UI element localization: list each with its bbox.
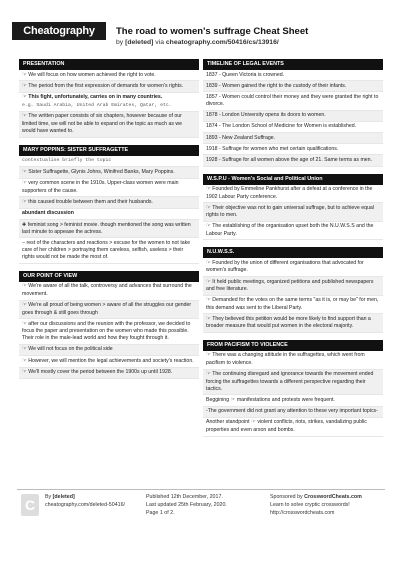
list-item: contextualise briefly the topic xyxy=(19,156,199,168)
pointing-hand-icon: ☞ xyxy=(206,186,211,193)
published-date: Published 12th December, 2017. xyxy=(146,494,223,500)
section-nuwss xyxy=(203,247,383,333)
updated-date: Last updated 25th February, 2020. xyxy=(146,501,227,508)
sponsor-text: Learn to solve cryptic crosswords! xyxy=(270,501,350,508)
footer-dates xyxy=(146,494,227,518)
list-item: ☞ There was a changing attitude in the suffragettes, which went from pacifism to violence. xyxy=(203,351,383,370)
pointing-hand-icon: ☞ xyxy=(206,259,211,266)
plus-icon: ✚ xyxy=(22,221,27,228)
section-wspu xyxy=(203,174,383,241)
list-item: ☞ This fight, unfortunately, carries on in many countries. e.g. Saudi Arabia, United Arab Emirates, Qatar, etc. xyxy=(19,93,199,112)
by-prefix: by xyxy=(116,39,124,46)
list-item: ☞ The continuing disregard and ignorance towards the movement ended forcing the suffragettes towards a different perspective regarding their tactics. xyxy=(203,370,383,396)
pointing-hand-icon: ☞ xyxy=(22,94,27,101)
pointing-hand-icon: ☞ xyxy=(22,113,27,120)
pointing-hand-icon: ☞ xyxy=(251,419,256,426)
footer-author-url[interactable]: cheatography.com/deleted-50416/ xyxy=(45,501,125,508)
footer-author-link[interactable]: [deleted] xyxy=(52,494,75,500)
sheet-url-link[interactable]: cheatography.com/50416/cs/13916/ xyxy=(165,39,279,46)
list-item: ☞ We'll mostly cover the period between the 1900s up until 1928. xyxy=(19,368,199,379)
pointing-hand-icon: ☞ xyxy=(206,204,211,211)
list-item: 1839 - Women gained the right to the custody of their infants. xyxy=(203,81,383,92)
pointing-hand-icon: ☞ xyxy=(22,168,27,175)
list-item: 1918 - Suffrage for women who met certain qualifications. xyxy=(203,144,383,155)
pointing-hand-icon: ☞ xyxy=(206,278,211,285)
cheatography-logo[interactable]: Cheatography xyxy=(12,22,106,40)
pointing-hand-icon: ☞ xyxy=(22,180,27,187)
sponsor-link[interactable]: CrosswordCheats.com xyxy=(304,494,362,500)
list-item: ☞ The written paper consists of six chapters, however because of our limited time, we will not be able to expand on the topic as much as we would have wanted to. xyxy=(19,112,199,138)
list-item: ☞ We will not focus on the political side xyxy=(19,345,199,356)
pointing-hand-icon: ☞ xyxy=(206,371,211,378)
pointing-hand-icon: ☞ xyxy=(230,396,236,403)
section-title: W.S.P.U - Women's Social and Political Union xyxy=(203,174,383,185)
list-item: ☞ We will focus on how women achieved the right to vote. xyxy=(19,70,199,81)
pointing-hand-icon: ☞ xyxy=(22,71,27,78)
section-timeline xyxy=(203,59,383,167)
list-item: − rest of the characters and reactions > excuse for the women to not take care of her children > portraying them careless, selfish, useless > their rights would not be made the most of. xyxy=(19,238,199,264)
footer-sponsor: Sponsored by CrosswordCheats.com Learn to solve cryptic crosswords! http://crosswordcheats.com xyxy=(270,494,362,516)
list-item: 1857 - Women could control their money and they were granted the right to divorce. xyxy=(203,92,383,110)
list-item: ☞ this caused trouble between them and their husbands. xyxy=(19,197,199,208)
list-item: ☞ The period from the first expression of demands for women's rights. xyxy=(19,81,199,92)
section-title: N.U.W.S.S. xyxy=(203,247,383,258)
list-item: 1928 - Suffrage for all women above the age of 21. Same terms as men. xyxy=(203,155,383,166)
sponsor-url[interactable]: http://crosswordcheats.com xyxy=(270,509,335,516)
left-column xyxy=(19,59,199,386)
byline xyxy=(116,38,279,47)
pointing-hand-icon: ☞ xyxy=(206,352,211,359)
list-item: 1893 - New Zealand Suffrage. xyxy=(203,133,383,144)
footer-author: By [deleted] cheatography.com/deleted-50416/ xyxy=(45,494,125,508)
pointing-hand-icon: ☞ xyxy=(22,283,27,290)
pointing-hand-icon: ☞ xyxy=(22,302,27,309)
list-item: abundant discussion xyxy=(19,209,199,220)
section-point-of-view xyxy=(19,271,199,379)
pointing-hand-icon: ☞ xyxy=(22,320,27,327)
list-item: ☞ We're all proud of being women > aware of all the struggles our gender goes through & still goes through xyxy=(19,301,199,320)
list-item: ✚ feminist song > feminist movie. though mentioned the song was written last minute to appease the actress. xyxy=(19,220,199,238)
pointing-hand-icon: ☞ xyxy=(206,223,211,230)
list-item: ☞ It held public meetings, organized petitions and published newspapers and free literature. xyxy=(203,277,383,296)
list-item: ☞ Their objective was not to gain universal suffrage, but to achieve equal rights to men. xyxy=(203,203,383,222)
list-item: ☞ Founded by the union of different organisations that advocated for women's suffrage. xyxy=(203,258,383,277)
section-presentation xyxy=(19,59,199,138)
list-item: ☞ However, we will mention the legal achievements and society's reaction. xyxy=(19,356,199,367)
section-pacifism-violence xyxy=(203,340,383,437)
cheatography-c-logo-icon: C xyxy=(21,494,39,516)
list-item: ☞ Founded by Emmeline Pankhurst after a defeat at a conference in the 1902 Labour Party conference. xyxy=(203,185,383,204)
pointing-hand-icon: ☞ xyxy=(22,82,27,89)
pointing-hand-icon: ☞ xyxy=(22,357,27,364)
section-title: MARY POPPINS: SISTER SUFFRAGETTE xyxy=(19,145,199,156)
section-title: FROM PACIFISM TO VIOLENCE xyxy=(203,340,383,351)
page-number: Page 1 of 2. xyxy=(146,509,175,516)
right-column xyxy=(203,59,383,444)
list-item: -The government did not grant any attention to these very important topics- xyxy=(203,407,383,418)
list-item: 1837 - Queen Victoria is crowned. xyxy=(203,70,383,81)
section-title: PRESENTATION xyxy=(19,59,199,70)
list-item: ☞ Sister Suffragette, Glynis Johns, Winifred Banks, Mary Poppins. xyxy=(19,167,199,178)
via-prefix: via xyxy=(155,39,164,46)
pointing-hand-icon: ☞ xyxy=(206,297,211,304)
section-title: OUR POINT OF VIEW xyxy=(19,271,199,282)
list-item: 1878 - London University opens its doors to women. xyxy=(203,111,383,122)
list-item: ☞ They believed this petition would be more likely to find support than a broader measure that would put women in the electoral majority. xyxy=(203,314,383,333)
list-item: ☞ after our discussions and the reunion with the professor, we decided to focus the paper and presentation on the women who made this possible. Their role in the male-lead world and how they fought through it. xyxy=(19,319,199,345)
list-item: ☞ very common scene in the 1910s. Upper-class women were main supporters of the cause. xyxy=(19,179,199,198)
author-link[interactable]: [deleted] xyxy=(125,39,154,46)
pointing-hand-icon: ☞ xyxy=(22,346,27,353)
list-item: ☞ The establishing of the organisation upset both the N.U.W.S.S and the Labour Party. xyxy=(203,222,383,241)
list-item: Beggining ☞ manifestations and protests were frequent. xyxy=(203,395,383,406)
header xyxy=(0,0,400,58)
pointing-hand-icon: ☞ xyxy=(22,369,27,376)
list-item: 1874 - The London School of Medicine for Women is established. xyxy=(203,122,383,133)
page-title: The road to women's suffrage Cheat Sheet xyxy=(116,26,309,37)
section-mary-poppins xyxy=(19,145,199,264)
list-item: ☞ Demanded for the votes on the same terms "as it is, or may be" for men, this demand was sent to the Liberal Party. xyxy=(203,296,383,315)
section-title: TIMELINE OF LEGAL EVENTS xyxy=(203,59,383,70)
list-item: ☞ We're aware of all the talk, controversy and advances that surround the movement. xyxy=(19,282,199,301)
pointing-hand-icon: ☞ xyxy=(206,315,211,322)
pointing-hand-icon: ☞ xyxy=(22,198,27,205)
footer xyxy=(17,489,385,529)
list-item: Another standpoint ☞ violent conflicts, riots, strikes, vandalizing public properties and even arson and bombs. xyxy=(203,418,383,437)
arrow-icon: − xyxy=(22,239,26,246)
